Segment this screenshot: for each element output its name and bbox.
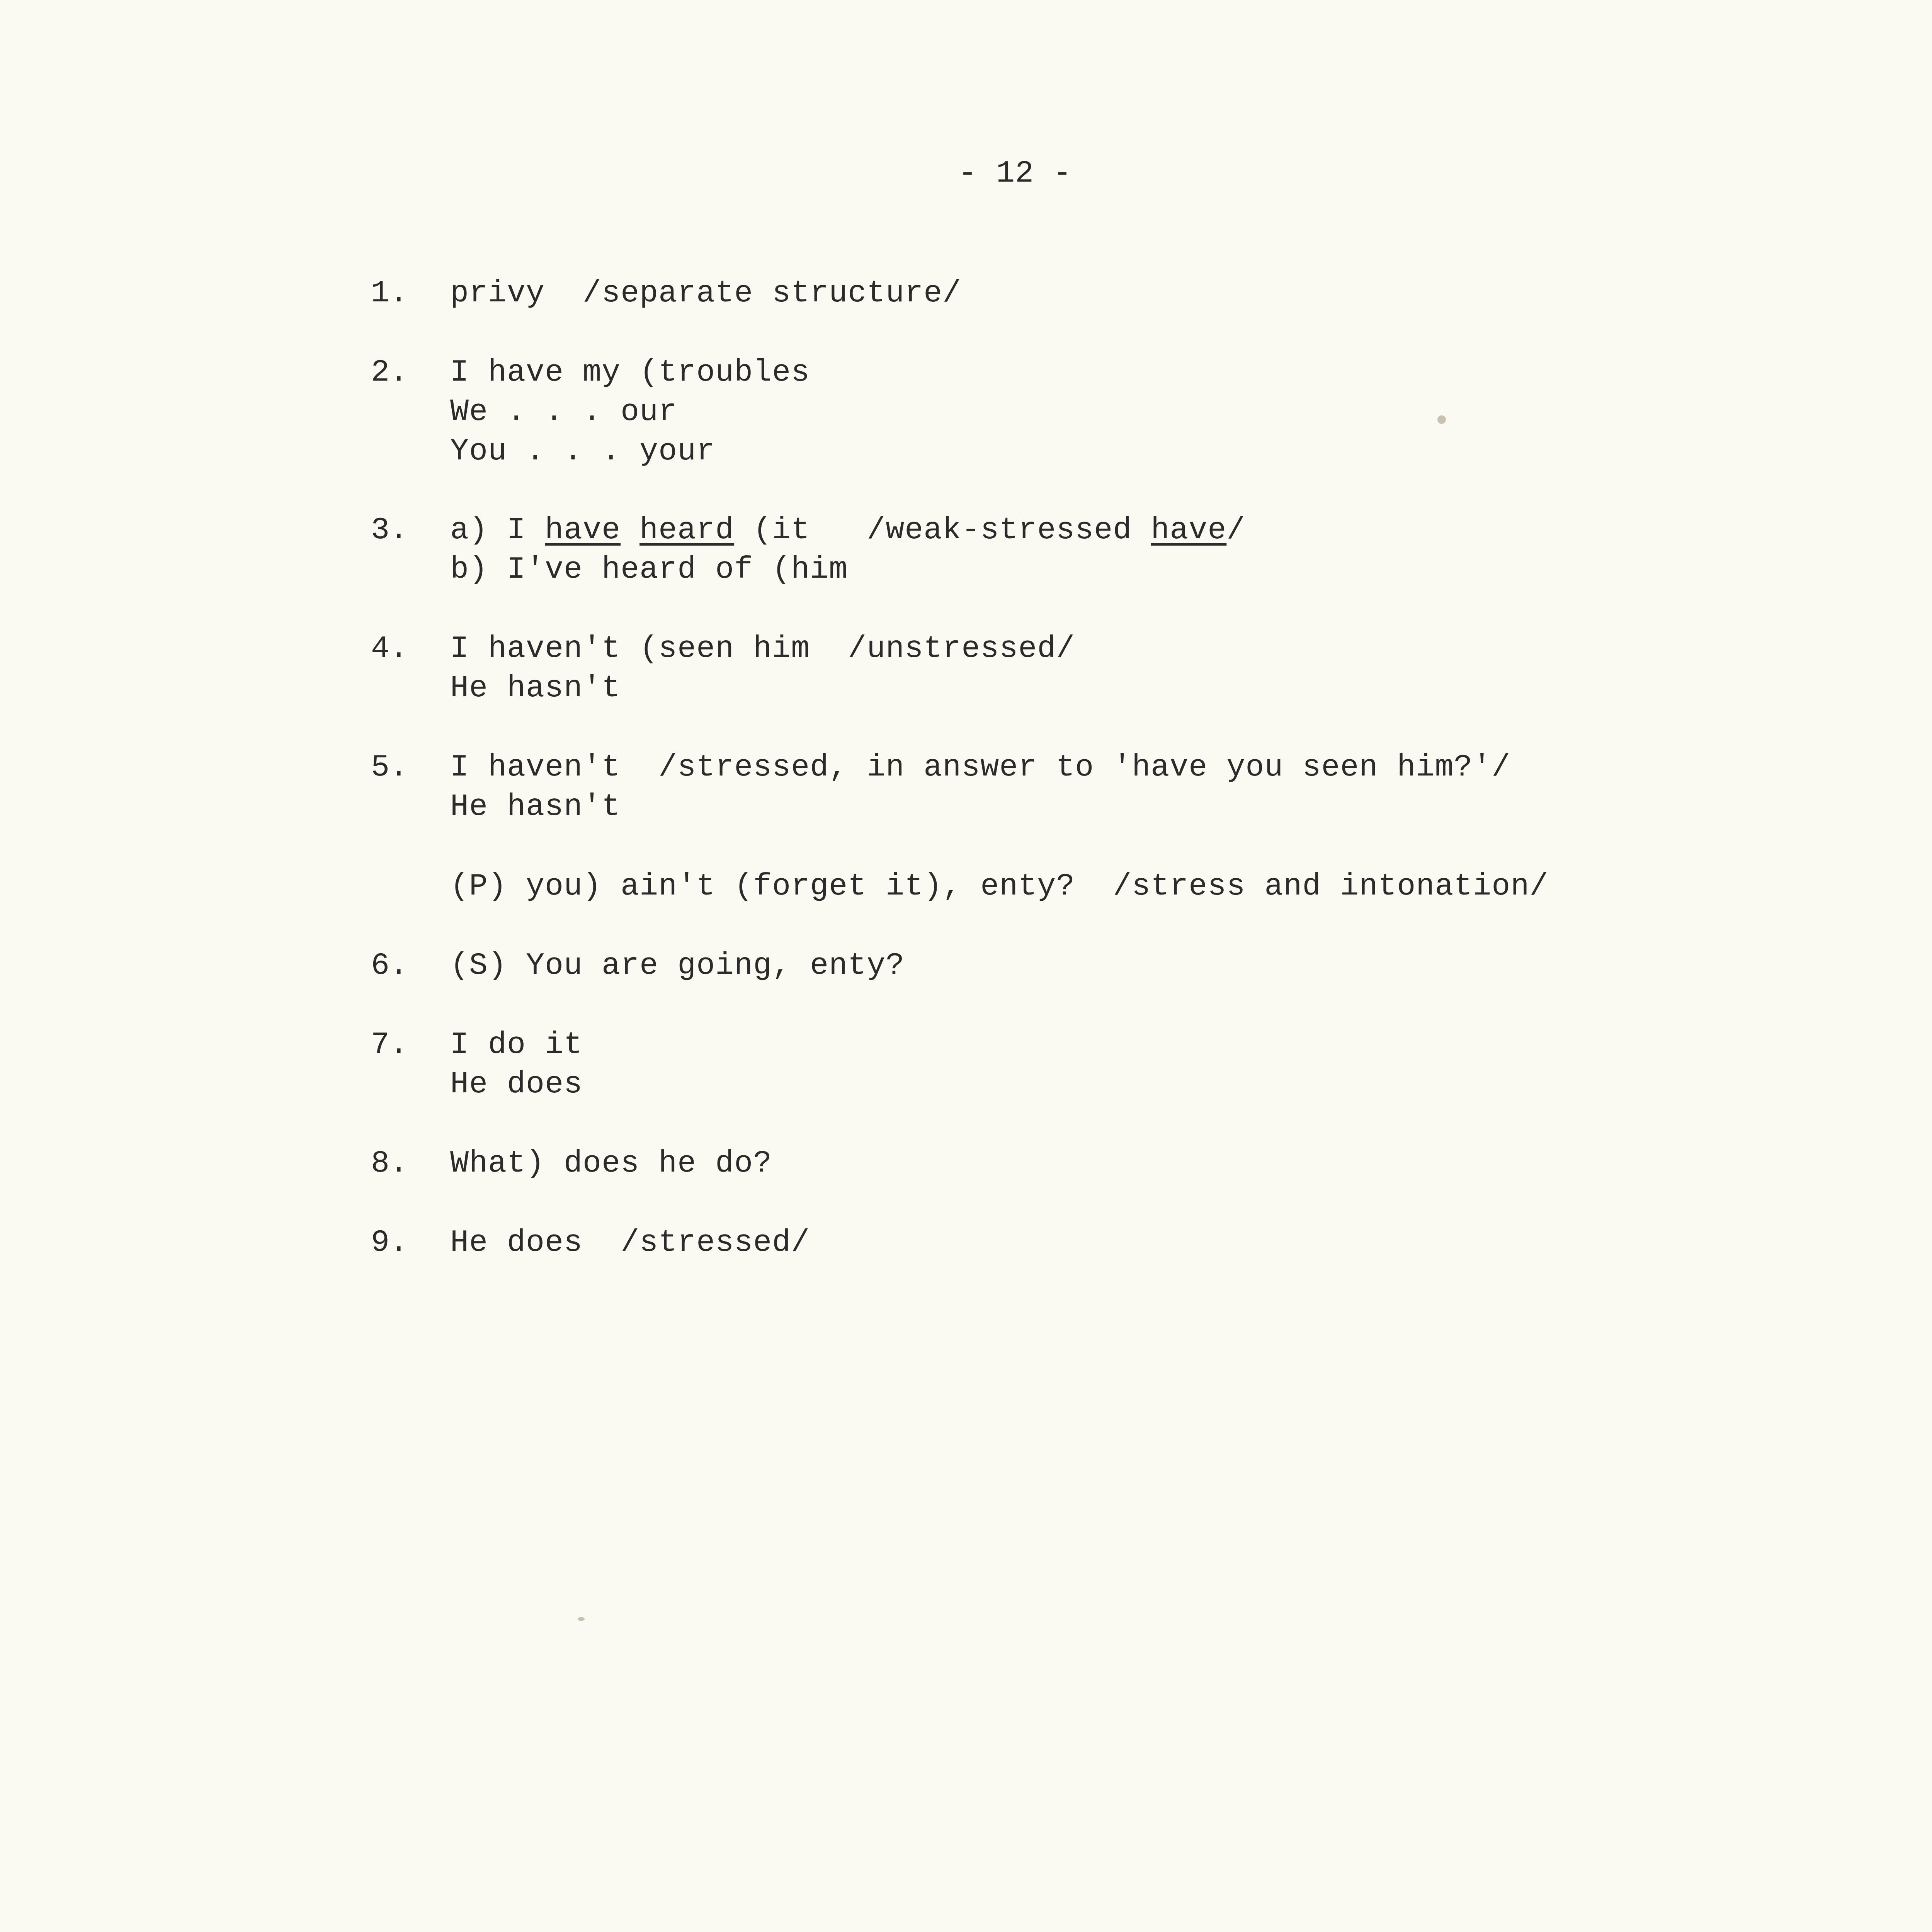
- item-9-line-1: He does /stressed/: [450, 1225, 810, 1260]
- item-7-line-2: He does: [450, 1067, 583, 1102]
- item-3a-suffix: /: [1226, 513, 1246, 548]
- item-6-line-1: (S) You are going, enty?: [450, 948, 905, 983]
- paper-speck: [578, 1617, 585, 1621]
- item-number-9: 9.: [371, 1225, 408, 1260]
- item-4-line-2: He hasn't: [450, 671, 621, 706]
- item-number-1: 1.: [371, 276, 408, 311]
- item-2-line-3: You . . . your: [450, 434, 716, 469]
- item-5-continuation-line: (P) you) ain't (forget it), enty? /stress and intonation/: [450, 869, 1549, 904]
- item-5-line-2: He hasn't: [450, 789, 621, 825]
- item-number-8: 8.: [371, 1146, 408, 1181]
- page-number: - 12 -: [958, 156, 1072, 191]
- item-3a-space: [621, 513, 639, 548]
- paper-speck: [1437, 415, 1446, 424]
- item-3a-underlined-have: have: [545, 513, 621, 548]
- item-number-3: 3.: [371, 513, 408, 548]
- item-number-7: 7.: [371, 1027, 408, 1063]
- item-2-line-2: We . . . our: [450, 395, 678, 430]
- item-3a-underlined-have-2: have: [1151, 513, 1227, 548]
- item-3a-underlined-heard: heard: [639, 513, 735, 548]
- item-7-line-1: I do it: [450, 1027, 583, 1063]
- item-3-line-b: b) I've heard of (him: [450, 552, 848, 587]
- item-3a-prefix: a) I: [450, 513, 545, 548]
- item-number-5: 5.: [371, 750, 408, 785]
- item-number-2: 2.: [371, 355, 408, 390]
- item-8-line-1: What) does he do?: [450, 1146, 772, 1181]
- item-number-4: 4.: [371, 631, 408, 667]
- item-5-line-1: I haven't /stressed, in answer to 'have you seen him?'/: [450, 750, 1511, 785]
- item-3-line-a: [450, 515, 1245, 546]
- item-1-line-1: privy /separate structure/: [450, 276, 962, 311]
- item-number-6: 6.: [371, 948, 408, 983]
- item-4-line-1: I haven't (seen him /unstressed/: [450, 631, 1075, 667]
- item-2-line-1: I have my (troubles: [450, 355, 810, 390]
- item-3a-middle: (it /weak-stressed: [734, 513, 1151, 548]
